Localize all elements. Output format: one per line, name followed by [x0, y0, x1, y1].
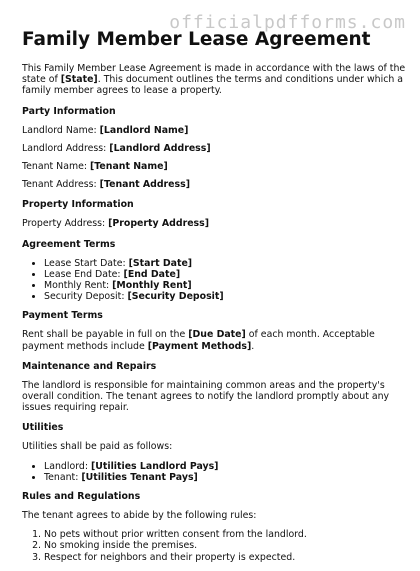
- item-label: Landlord:: [44, 460, 91, 472]
- due-date-placeholder: [Due Date]: [188, 329, 246, 341]
- item-value: [Monthly Rent]: [112, 280, 192, 292]
- document-title: Family Member Lease Agreement: [22, 29, 371, 50]
- state-placeholder: [State]: [60, 74, 98, 86]
- terms-heading: Agreement Terms: [22, 238, 116, 250]
- rules-heading: Rules and Regulations: [22, 491, 141, 503]
- list-item: [44, 280, 406, 291]
- property-address-field: [22, 218, 406, 229]
- utilities-heading: Utilities: [22, 422, 64, 434]
- payment-heading: Payment Terms: [22, 310, 103, 322]
- utilities-paragraph: Utilities shall be paid as follows:: [22, 441, 173, 453]
- payment-methods-placeholder: [Payment Methods]: [147, 340, 252, 352]
- field-value: [Property Address]: [108, 218, 209, 230]
- payment-text: Rent shall be payable in full on the: [22, 329, 189, 341]
- document-page: [22, 29, 406, 571]
- landlord-name-field: [22, 125, 406, 136]
- field-value: [Landlord Address]: [109, 142, 211, 154]
- field-label: Landlord Name:: [22, 124, 100, 136]
- payment-text: of each month. Acceptable payment methods include: [22, 329, 375, 352]
- field-label: Property Address:: [22, 218, 109, 230]
- item-value: [End Date]: [123, 268, 181, 280]
- item-label: Lease Start Date:: [44, 257, 129, 269]
- terms-list: [22, 258, 406, 303]
- item-label: Monthly Rent:: [44, 280, 113, 292]
- list-item: [44, 291, 406, 302]
- payment-text: .: [251, 340, 255, 352]
- item-label: Security Deposit:: [44, 291, 128, 303]
- item-value: [Utilities Landlord Pays]: [90, 460, 219, 472]
- maintenance-heading: Maintenance and Repairs: [22, 360, 157, 372]
- field-label: Tenant Address:: [22, 179, 100, 191]
- list-item: 3. Respect for neighbors and their property is expected.: [44, 552, 406, 563]
- utilities-list: [22, 461, 406, 483]
- item-label: Tenant:: [44, 471, 82, 483]
- rules-list: [22, 529, 406, 563]
- party-heading: Party Information: [22, 105, 116, 117]
- tenant-address-field: [22, 179, 406, 190]
- item-value: [Utilities Tenant Pays]: [81, 471, 198, 483]
- item-label: Lease End Date:: [44, 268, 124, 280]
- property-heading: Property Information: [22, 199, 134, 211]
- field-label: Tenant Name:: [22, 161, 90, 173]
- field-label: Landlord Address:: [22, 142, 110, 154]
- intro-text-before: This Family Member Lease Agreement is made in accordance with the laws of the state of: [22, 63, 406, 86]
- list-item: 2. No smoking inside the premises.: [44, 540, 406, 551]
- item-value: [Start Date]: [128, 257, 193, 269]
- maintenance-paragraph: The landlord is responsible for maintaining common areas and the property's overall condition. The tenant agrees to notify the landlord promptly about any issues requiring repair.: [22, 379, 390, 414]
- intro-text-after: . This document outlines the terms and conditions under which a family member agrees to lease a property.: [22, 74, 404, 97]
- list-item: 1. No pets without prior written consent from the landlord.: [44, 529, 406, 540]
- landlord-address-field: [22, 143, 406, 154]
- payment-paragraph: [22, 329, 406, 351]
- field-value: [Landlord Name]: [99, 124, 189, 136]
- intro-paragraph: [22, 63, 406, 97]
- field-value: [Tenant Name]: [89, 161, 168, 173]
- list-item: [44, 258, 406, 269]
- tenant-name-field: [22, 161, 406, 172]
- watermark: officialpdfforms.com: [169, 12, 406, 33]
- rules-paragraph: The tenant agrees to abide by the following rules:: [22, 510, 257, 522]
- list-item: [44, 472, 406, 483]
- item-value: [Security Deposit]: [127, 291, 224, 303]
- list-item: [44, 461, 406, 472]
- field-value: [Tenant Address]: [99, 179, 190, 191]
- list-item: [44, 269, 406, 280]
